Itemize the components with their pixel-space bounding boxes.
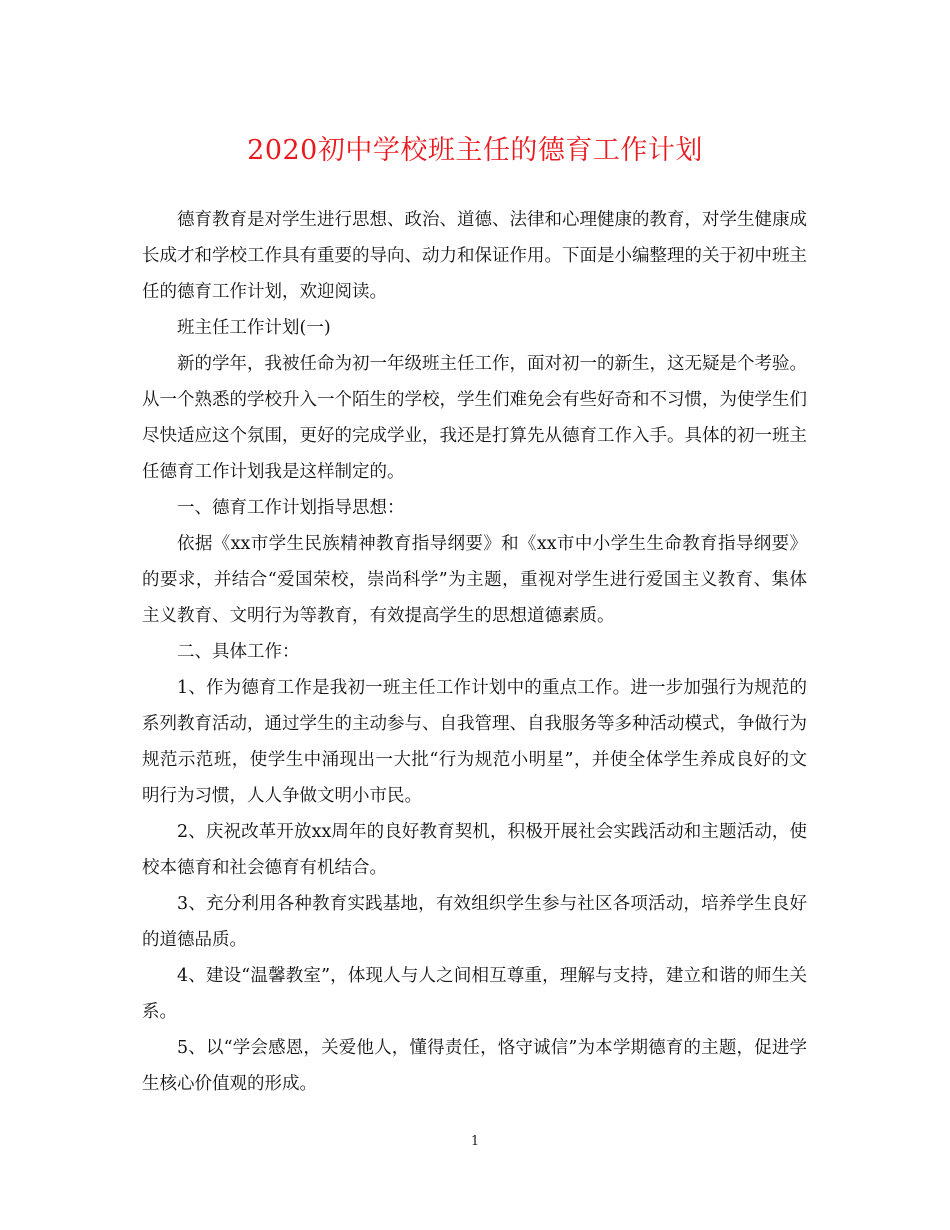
document-body: [142, 202, 807, 1102]
page-number: 1: [470, 1134, 480, 1149]
paragraph-new-school-year: 新的学年，我被任命为初一年级班主任工作，面对初一的新生，这无疑是个考验。从一个熟悉的学校升入一个陌生的学校，学生们难免会有些好奇和不习惯，为使学生们尽快适应这个氛围，更好的完成学业，我还是打算先从德育工作入手。具体的初一班主任德育工作计划我是这样制定的。: [142, 354, 807, 482]
paragraph-guiding-idea: 依据《xx市学生民族精神教育指导纲要》和《xx市中小学生生命教育指导纲要》的要求，并结合“爱国荣校，崇尚科学”为主题，重视对学生进行爱国主义教育、集体主义教育、文明行为等教育，有效提高学生的思想道德素质。: [142, 534, 807, 626]
intro-paragraph: 德育教育是对学生进行思想、政治、道德、法律和心理健康的教育，对学生健康成长成才和学校工作具有重要的导向、动力和保证作用。下面是小编整理的关于初中班主任的德育工作计划，欢迎阅读。: [142, 210, 807, 302]
section-heading-plan-one: 班主任工作计划(一): [177, 318, 331, 338]
work-item-1: 1、作为德育工作是我初一班主任工作计划中的重点工作。进一步加强行为规范的系列教育活动，通过学生的主动参与、自我管理、自我服务等多种活动模式，争做行为规范示范班，使学生中涌现出一大批“行为规范小明星”，并使全体学生养成良好的文明行为习惯，人人争做文明小市民。: [142, 678, 807, 806]
section-heading-specific-work: 二、具体工作：: [177, 642, 300, 662]
work-item-3: 3、充分利用各种教育实践基地，有效组织学生参与社区各项活动，培养学生良好的道德品质。: [142, 894, 807, 950]
work-item-2: 2、庆祝改革开放xx周年的良好教育契机，积极开展社会实践活动和主题活动，使校本德育和社会德育有机结合。: [142, 822, 807, 878]
section-heading-guiding-idea: 一、德育工作计划指导思想：: [177, 498, 405, 518]
document-title: 2020初中学校班主任的德育工作计划: [247, 135, 703, 166]
work-item-5: 5、以“学会感恩，关爱他人，懂得责任，恪守诚信”为本学期德育的主题，促进学生核心价值观的形成。: [142, 1038, 807, 1094]
work-item-4: 4、建设“温馨教室”，体现人与人之间相互尊重，理解与支持，建立和谐的师生关系。: [142, 966, 807, 1022]
